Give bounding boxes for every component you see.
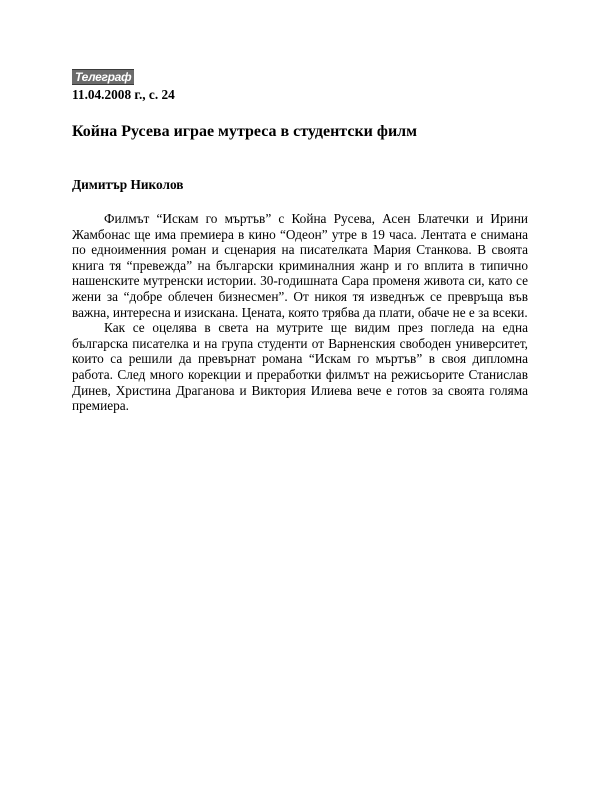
newspaper-logo: Телеграф [72,69,134,85]
article-author: Димитър Николов [72,177,184,192]
article-title: Койна Русева играе мутреса в студентски филм [72,123,418,140]
article-paragraph: Филмът “Искам го мъртъв” с Койна Русева, Асен Блатечки и Ирини Жамбонас ще има премиера в кино “Одеон” утре в 19 часа. Лентата е снимана по едноименния роман и сценария на писателката Мария Станкова. В своята книга тя “превежда” на български криминалния жанр и го вплита в типично нашенските мутренски истории. 30-годишната Сара променя живота си, като се жени за “добре облечен бизнесмен”. От никоя тя изведнъж се превръща във важна, интересна и изискана. Цената, която трябва да плати, обаче не е за всеки. [72,211,528,320]
article-paragraph: Как се оцелява в света на мутрите ще видим през погледа на една българска писателка и на група студенти от Варненския свободен университет, които са решили да превърнат романа “Искам го мъртъв” в своя дипломна работа. След много корекции и преработки филмът на режисьорите Станислав Динев, Христина Драганова и Виктория Илиева вече е готов за своята голяма премиера. [72,320,528,414]
document-page [72,68,528,414]
publication-date-page: 11.04.2008 г., с. 24 [72,87,175,102]
article-body [72,211,528,414]
